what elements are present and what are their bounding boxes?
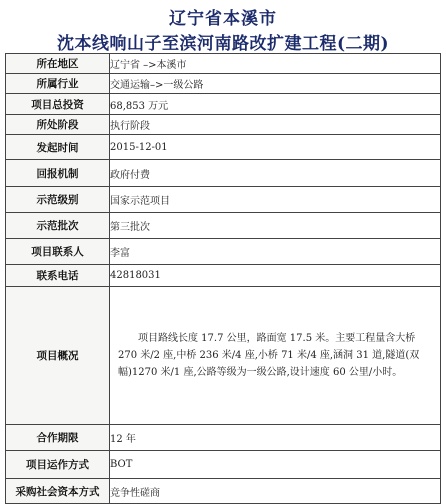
row-value-procurement: 竞争性磋商 — [110, 479, 441, 504]
row-label-return-mechanism: 回报机制 — [6, 160, 110, 187]
row-label-industry: 所属行业 — [6, 74, 110, 94]
row-value-investment: 68,853 万元 — [110, 94, 441, 115]
row-label-stage: 所处阶段 — [6, 115, 110, 135]
row-value-return-mechanism: 政府付费 — [110, 160, 441, 187]
row-value-term: 12 年 — [110, 425, 441, 451]
row-label-operation-mode: 项目运作方式 — [6, 451, 110, 479]
row-value-location: 辽宁省 –>本溪市 — [110, 54, 441, 74]
row-label-contact: 项目联系人 — [6, 239, 110, 265]
table-row-demo-batch — [6, 213, 441, 239]
table-row-stage — [6, 115, 441, 135]
table-row-overview — [6, 287, 441, 425]
table-row-procurement — [6, 479, 441, 504]
row-label-term: 合作期限 — [6, 425, 110, 451]
project-info-table — [5, 53, 441, 504]
row-value-operation-mode: BOT — [110, 451, 441, 479]
table-row-return-mechanism — [6, 160, 441, 187]
row-label-investment: 项目总投资 — [6, 94, 110, 115]
document-title-line2: 沈本线响山子至滨河南路改扩建工程(二期) — [56, 34, 390, 54]
row-label-location: 所在地区 — [6, 54, 110, 74]
row-value-contact: 李富 — [110, 239, 441, 265]
row-value-stage: 执行阶段 — [110, 115, 441, 135]
table-row-operation-mode — [6, 451, 441, 479]
row-value-demo-batch: 第三批次 — [110, 213, 441, 239]
table-row-investment — [6, 94, 441, 115]
row-label-start-date: 发起时间 — [6, 135, 110, 160]
row-value-phone: 42818031 — [110, 265, 441, 287]
table-row-industry — [6, 74, 441, 94]
row-value-start-date: 2015-12-01 — [110, 135, 441, 160]
row-value-overview: 项目路线长度 17.7 公里，路面宽 17.5 米。主要工程量含大桥 270 米/2 座,中桥 236 米/4 座,小桥 71 米/4 座,涵洞 31 道,隧道(双幅)1270 米/1 座,公路等级为一级公路,设计速度 60 公里/小时。 — [110, 287, 441, 425]
row-value-demo-level: 国家示范项目 — [110, 187, 441, 213]
row-label-procurement: 采购社会资本方式 — [6, 479, 110, 504]
row-label-phone: 联系电话 — [6, 265, 110, 287]
document-title-line1: 辽宁省本溪市 — [169, 9, 277, 29]
row-value-industry: 交通运输–>一级公路 — [110, 74, 441, 94]
table-row-term — [6, 425, 441, 451]
table-row-phone — [6, 265, 441, 287]
row-label-overview: 项目概况 — [6, 287, 110, 425]
table-row-contact — [6, 239, 441, 265]
table-row-demo-level — [6, 187, 441, 213]
row-label-demo-batch: 示范批次 — [6, 213, 110, 239]
row-label-demo-level: 示范级别 — [6, 187, 110, 213]
table-row-location — [6, 54, 441, 74]
table-row-start-date — [6, 135, 441, 160]
